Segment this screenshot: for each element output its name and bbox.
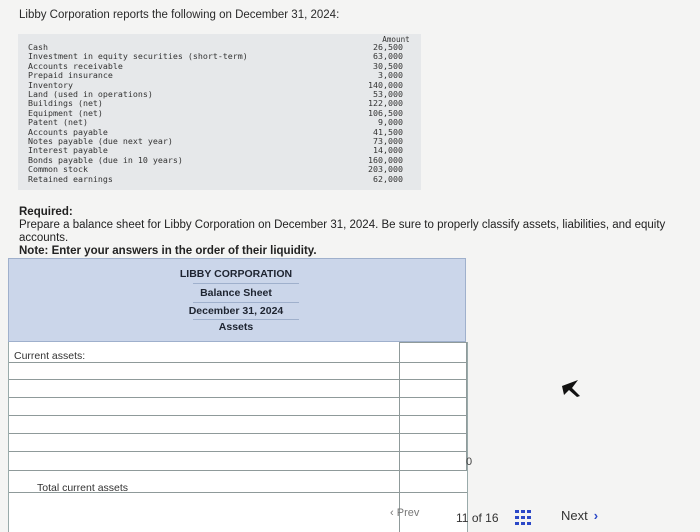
header-divider: [193, 319, 299, 320]
mouse-cursor-icon: [560, 378, 584, 398]
data-row-label: Common stock: [28, 164, 88, 175]
required-note: Note: Enter your answers in the order of their liquidity.: [19, 245, 317, 257]
data-row-amount: 62,000: [373, 173, 403, 184]
data-row-label: Accounts receivable: [28, 60, 123, 71]
account-input-row-1[interactable]: [10, 363, 399, 379]
required-text: Prepare a balance sheet for Libby Corporation on December 31, 2024. Be sure to properly classify assets, liabilities, and equity accounts.: [19, 219, 666, 244]
account-input-row-2[interactable]: [10, 380, 399, 397]
amount-input[interactable]: [399, 415, 467, 434]
account-input-row-4[interactable]: [10, 416, 399, 433]
data-row-label: Land (used in operations): [28, 89, 153, 99]
data-row-amount: 122,000: [368, 98, 403, 109]
page-total: 16: [485, 511, 499, 525]
page-counter: [456, 511, 499, 525]
prev-chevron-icon: ‹: [390, 507, 397, 519]
amount-input[interactable]: [399, 362, 467, 380]
data-row-amount: 3,000: [378, 70, 403, 81]
data-row-label: Interest payable: [28, 145, 108, 156]
data-row-label: Notes payable (due next year): [28, 136, 173, 146]
data-row-amount: 203,000: [368, 164, 403, 175]
balance-sheet-body: [8, 342, 468, 532]
given-data-table: [18, 34, 421, 190]
amount-input[interactable]: [399, 451, 467, 471]
data-row-amount: 14,000: [373, 145, 403, 156]
data-row-amount: 53,000: [373, 89, 403, 99]
company-name: LIBBY CORPORATION: [179, 268, 293, 280]
account-input-row-3[interactable]: [10, 398, 399, 415]
data-row-amount: 73,000: [373, 136, 403, 146]
current-assets-label: Current assets:: [14, 350, 86, 362]
header-divider: [193, 302, 299, 303]
amount-input[interactable]: [399, 379, 467, 398]
data-row-amount: 63,000: [373, 51, 403, 62]
amount-input[interactable]: [399, 433, 467, 452]
prev-button[interactable]: [390, 507, 419, 519]
data-row-amount: 26,500: [373, 42, 403, 52]
data-row-label: Accounts payable: [28, 126, 108, 137]
intro-text: Libby Corporation reports the following on December 31, 2024:: [19, 9, 340, 21]
header-divider: [193, 283, 299, 284]
next-button[interactable]: [561, 508, 598, 523]
required-heading: Required:: [19, 206, 73, 218]
data-row-label: Buildings (net): [28, 98, 103, 109]
balance-sheet-header: [8, 258, 466, 342]
page-of: of: [471, 511, 482, 525]
data-row-amount: 41,500: [373, 126, 403, 137]
data-row-label: Inventory: [28, 79, 73, 90]
data-row-amount: 9,000: [378, 117, 403, 128]
data-row-label: Investment in equity securities (short-term): [28, 51, 248, 62]
page-current: 11: [456, 511, 469, 525]
account-input-row-5[interactable]: [10, 434, 399, 451]
data-row-amount: 30,500: [373, 60, 403, 71]
data-row-label: Prepaid insurance: [28, 70, 113, 81]
data-row-label: Retained earnings: [28, 173, 113, 184]
statement-title: Balance Sheet: [200, 287, 272, 299]
chevron-right-icon: ›: [593, 508, 599, 523]
section-assets: Assets: [218, 321, 254, 333]
data-row-amount: 160,000: [368, 154, 403, 165]
data-row-label: Cash: [28, 42, 48, 52]
required-instructions: [19, 206, 694, 258]
data-row-label: Patent (net): [28, 117, 88, 128]
data-row-label: Equipment (net): [28, 107, 103, 118]
account-input-row-6[interactable]: [10, 452, 399, 470]
question-grid-icon[interactable]: [515, 510, 533, 526]
data-row-amount: 106,500: [368, 107, 403, 118]
next-label: Next: [561, 508, 588, 523]
data-row-amount: 140,000: [368, 79, 403, 90]
data-row-label: Bonds payable (due in 10 years): [28, 154, 183, 165]
statement-date: December 31, 2024: [188, 305, 284, 317]
amount-input[interactable]: [399, 342, 467, 363]
prev-label: Prev: [396, 507, 420, 519]
total-current-assets-label: Total current assets: [37, 482, 129, 494]
data-row: [18, 71, 421, 80]
data-row: [18, 175, 421, 184]
total-current-assets-value: 0: [466, 456, 473, 468]
amount-header: Amount: [382, 35, 410, 44]
amount-input[interactable]: [399, 397, 467, 416]
